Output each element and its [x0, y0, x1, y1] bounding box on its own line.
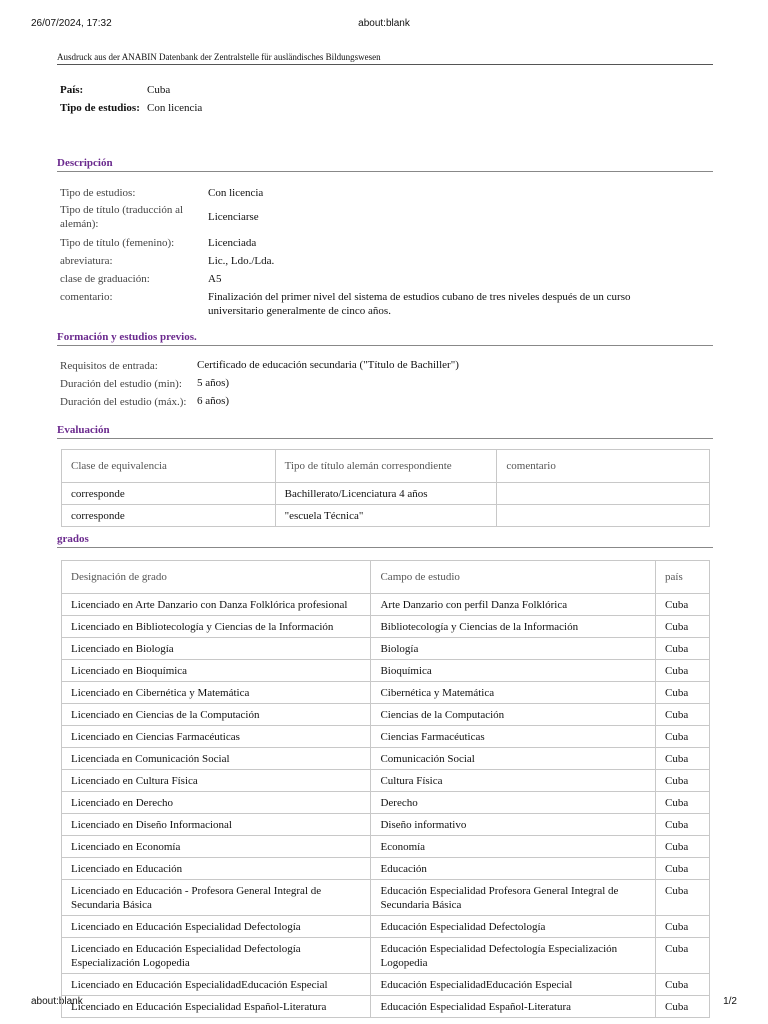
- section-heading-grados: grados: [57, 533, 713, 548]
- country-cell: Cuba: [656, 974, 710, 996]
- country-cell: Cuba: [656, 638, 710, 660]
- field-of-study-cell: Educación: [371, 858, 656, 880]
- table-row: [62, 836, 710, 858]
- field-of-study-cell: Diseño informativo: [371, 814, 656, 836]
- country-cell: Cuba: [656, 616, 710, 638]
- table-cell: corresponde: [62, 483, 276, 505]
- table-row: [62, 748, 710, 770]
- print-page-count: 1/2: [723, 996, 737, 1007]
- formacion-value: 6 años): [197, 395, 230, 407]
- table-cell: [497, 505, 710, 527]
- field-of-study-cell: Bioquímica: [371, 660, 656, 682]
- column-header: Campo de estudio: [371, 561, 656, 594]
- table-header-row: [62, 450, 710, 483]
- country-cell: Cuba: [656, 594, 710, 616]
- table-row: [62, 974, 710, 996]
- degree-name-cell: Licenciado en Educación Especialidad Defectología Especialización Logopedia: [62, 938, 371, 974]
- column-header: Tipo de título alemán correspondiente: [275, 450, 497, 483]
- grados-table: [61, 560, 710, 1018]
- table-row: [62, 880, 710, 916]
- desc-key: abreviatura:: [60, 255, 113, 267]
- section-heading-formacion: Formación y estudios previos.: [57, 331, 713, 346]
- formacion-key: Requisitos de entrada:: [60, 360, 158, 372]
- formacion-key: Duración del estudio (min):: [60, 378, 182, 390]
- table-row: [62, 616, 710, 638]
- degree-name-cell: Licenciado en Educación Especialidad Defectología: [62, 916, 371, 938]
- desc-value: Con licencia: [208, 187, 264, 199]
- country-cell: Cuba: [656, 938, 710, 974]
- degree-name-cell: Licenciado en Biología: [62, 638, 371, 660]
- field-of-study-cell: Biología: [371, 638, 656, 660]
- degree-name-cell: Licenciada en Comunicación Social: [62, 748, 371, 770]
- degree-name-cell: Licenciado en Derecho: [62, 792, 371, 814]
- section-heading-descripcion: Descripción: [57, 157, 713, 172]
- table-row: [62, 916, 710, 938]
- country-cell: Cuba: [656, 704, 710, 726]
- table-row: [62, 792, 710, 814]
- field-of-study-cell: Cultura Física: [371, 770, 656, 792]
- table-row: [62, 814, 710, 836]
- table-row: [62, 726, 710, 748]
- table-row: [62, 770, 710, 792]
- table-row: [62, 858, 710, 880]
- country-cell: Cuba: [656, 770, 710, 792]
- degree-name-cell: Licenciado en Cultura Física: [62, 770, 371, 792]
- field-of-study-cell: Ciencias Farmacéuticas: [371, 726, 656, 748]
- table-cell: "escuela Técnica": [275, 505, 497, 527]
- field-of-study-cell: Comunicación Social: [371, 748, 656, 770]
- table-row: [62, 594, 710, 616]
- country-cell: Cuba: [656, 814, 710, 836]
- field-of-study-cell: Bibliotecología y Ciencias de la Información: [371, 616, 656, 638]
- table-row: [62, 638, 710, 660]
- column-header: Designación de grado: [62, 561, 371, 594]
- table-row: [62, 660, 710, 682]
- study-type-label: Tipo de estudios:: [60, 102, 140, 114]
- field-of-study-cell: Educación Especialidad Profesora General Integral de Secundaria Básica: [371, 880, 656, 916]
- desc-value: Licenciada: [208, 237, 257, 249]
- degree-name-cell: Licenciado en Cibernética y Matemática: [62, 682, 371, 704]
- country-label: País:: [60, 84, 84, 96]
- degree-name-cell: Licenciado en Diseño Informacional: [62, 814, 371, 836]
- degree-name-cell: Licenciado en Arte Danzario con Danza Folklórica profesional: [62, 594, 371, 616]
- desc-value: Lic., Ldo./Lda.: [208, 255, 275, 267]
- formacion-key: Duración del estudio (máx.):: [60, 396, 187, 408]
- country-value: Cuba: [147, 84, 171, 96]
- degree-name-cell: Licenciado en Ciencias Farmacéuticas: [62, 726, 371, 748]
- table-header-row: [62, 561, 710, 594]
- desc-key: Tipo de título (femenino):: [60, 237, 175, 249]
- country-cell: Cuba: [656, 660, 710, 682]
- degree-name-cell: Licenciado en Educación - Profesora General Integral de Secundaria Básica: [62, 880, 371, 916]
- table-row: [62, 996, 710, 1018]
- field-of-study-cell: Educación Especialidad Defectología: [371, 916, 656, 938]
- degree-name-cell: Licenciado en Economía: [62, 836, 371, 858]
- print-page-title: about:blank: [358, 18, 410, 29]
- country-cell: Cuba: [656, 792, 710, 814]
- field-of-study-cell: Cibernética y Matemática: [371, 682, 656, 704]
- country-cell: Cuba: [656, 836, 710, 858]
- country-cell: Cuba: [656, 748, 710, 770]
- field-of-study-cell: Economía: [371, 836, 656, 858]
- country-cell: Cuba: [656, 916, 710, 938]
- field-of-study-cell: Educación EspecialidadEducación Especial: [371, 974, 656, 996]
- table-cell: [497, 483, 710, 505]
- anabin-print-header: Ausdruck aus der ANABIN Datenbank der Zentralstelle für ausländisches Bildungswesen: [57, 52, 713, 65]
- formacion-value: Certificado de educación secundaria ("Título de Bachiller"): [197, 359, 459, 371]
- desc-value: A5: [208, 273, 222, 285]
- formacion-value: 5 años): [197, 377, 230, 389]
- evaluacion-table: [61, 449, 710, 527]
- column-header: comentario: [497, 450, 710, 483]
- degree-name-cell: Licenciado en Ciencias de la Computación: [62, 704, 371, 726]
- print-footer-url: about:blank: [31, 996, 83, 1007]
- country-cell: Cuba: [656, 996, 710, 1018]
- degree-name-cell: Licenciado en Educación Especialidad Español-Literatura: [62, 996, 371, 1018]
- table-row: [62, 938, 710, 974]
- field-of-study-cell: Ciencias de la Computación: [371, 704, 656, 726]
- country-cell: Cuba: [656, 858, 710, 880]
- country-cell: Cuba: [656, 682, 710, 704]
- desc-key: Tipo de estudios:: [60, 187, 136, 199]
- column-header: Clase de equivalencia: [62, 450, 276, 483]
- field-of-study-cell: Educación Especialidad Español-Literatura: [371, 996, 656, 1018]
- table-row: [62, 704, 710, 726]
- desc-value: Finalización del primer nivel del sistema de estudios cubano de tres niveles después de un curso universitario generalmente de cinco años.: [208, 291, 631, 317]
- degree-name-cell: Licenciado en Bioquímica: [62, 660, 371, 682]
- table-row: [62, 682, 710, 704]
- desc-value: Licenciarse: [208, 211, 259, 223]
- table-row: [62, 483, 710, 505]
- degree-name-cell: Licenciado en Educación: [62, 858, 371, 880]
- column-header: país: [656, 561, 710, 594]
- desc-key: clase de graduación:: [60, 273, 150, 285]
- print-datetime: 26/07/2024, 17:32: [31, 18, 112, 29]
- table-cell: Bachillerato/Licenciatura 4 años: [275, 483, 497, 505]
- desc-key: Tipo de título (traducción al alemán):: [60, 204, 184, 230]
- country-cell: Cuba: [656, 880, 710, 916]
- field-of-study-cell: Educación Especialidad Defectología Especialización Logopedia: [371, 938, 656, 974]
- section-heading-evaluacion: Evaluación: [57, 424, 713, 439]
- field-of-study-cell: Arte Danzario con perfil Danza Folklórica: [371, 594, 656, 616]
- table-row: [62, 505, 710, 527]
- table-cell: corresponde: [62, 505, 276, 527]
- field-of-study-cell: Derecho: [371, 792, 656, 814]
- country-cell: Cuba: [656, 726, 710, 748]
- desc-key: comentario:: [60, 291, 113, 303]
- study-type-value: Con licencia: [147, 102, 203, 114]
- degree-name-cell: Licenciado en Educación EspecialidadEducación Especial: [62, 974, 371, 996]
- degree-name-cell: Licenciado en Bibliotecología y Ciencias de la Información: [62, 616, 371, 638]
